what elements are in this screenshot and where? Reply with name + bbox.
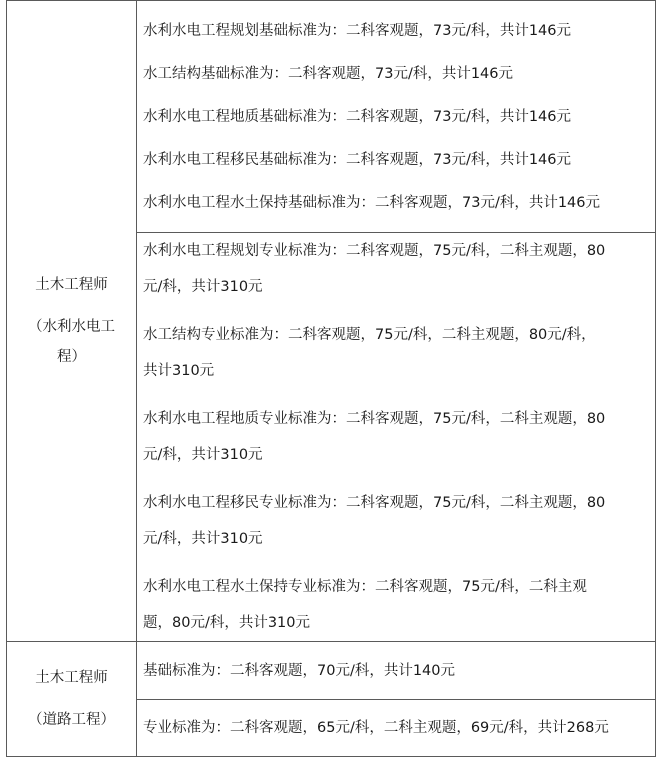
basic-standards-cell [137,642,656,700]
professional-standards-cell [137,700,656,757]
fee-item [143,485,651,557]
fee-item [143,401,651,473]
fee-item-line: 水利水电工程地质专业标准为：二科客观题，75元/科，二科主观题，80 [143,411,606,427]
fee-item-line: 共计310元 [143,363,215,379]
fee-item [143,569,651,641]
professional-standards-cell [137,233,656,642]
category-cell-road [7,642,137,757]
fee-item-line: 水利水电工程移民专业标准为：二科客观题，75元/科，二科主观题，80 [143,495,606,511]
fee-item-line: 题，80元/科，共计310元 [143,615,311,631]
fee-item: 专业标准为：二科客观题，65元/科，二科主观题，69元/科，共计268元 [143,720,609,736]
basic-standards-cell [137,1,656,233]
category-subtitle-line2: 程） [57,349,86,365]
category-cell-water-conservancy [7,1,137,642]
category-subtitle: （道路工程） [28,712,115,728]
fee-table-container [6,0,656,757]
fee-item [143,317,651,389]
fee-item-line: 元/科，共计310元 [143,531,263,547]
fee-item-line: 水工结构专业标准为：二科客观题，75元/科，二科主观题，80元/科， [143,327,596,343]
table-row [7,642,656,700]
fee-item: 基础标准为：二科客观题，70元/科，共计140元 [143,662,456,679]
fee-item: 水利水电工程规划基础标准为：二科客观题，73元/科，共计146元 [143,22,572,39]
fee-item-line: 水利水电工程规划专业标准为：二科客观题，75元/科，二科主观题，80 [143,243,606,259]
fee-item: 水利水电工程水土保持基础标准为：二科客观题，73元/科，共计146元 [143,194,601,211]
fee-item: 水工结构基础标准为：二科客观题，73元/科，共计146元 [143,65,514,82]
category-title: 土木工程师 [35,670,108,686]
fee-item: 水利水电工程地质基础标准为：二科客观题，73元/科，共计146元 [143,108,572,125]
fee-item: 水利水电工程移民基础标准为：二科客观题，73元/科，共计146元 [143,151,572,168]
table-row [7,1,656,233]
fee-item [143,233,651,305]
fee-item-line: 水利水电工程水土保持专业标准为：二科客观题，75元/科，二科主观 [143,579,587,595]
category-title: 土木工程师 [35,277,108,293]
exam-fee-table [6,0,656,757]
fee-item-line: 元/科，共计310元 [143,279,263,295]
fee-item-line: 元/科，共计310元 [143,447,263,463]
category-subtitle-line1: （水利水电工 [28,319,115,335]
